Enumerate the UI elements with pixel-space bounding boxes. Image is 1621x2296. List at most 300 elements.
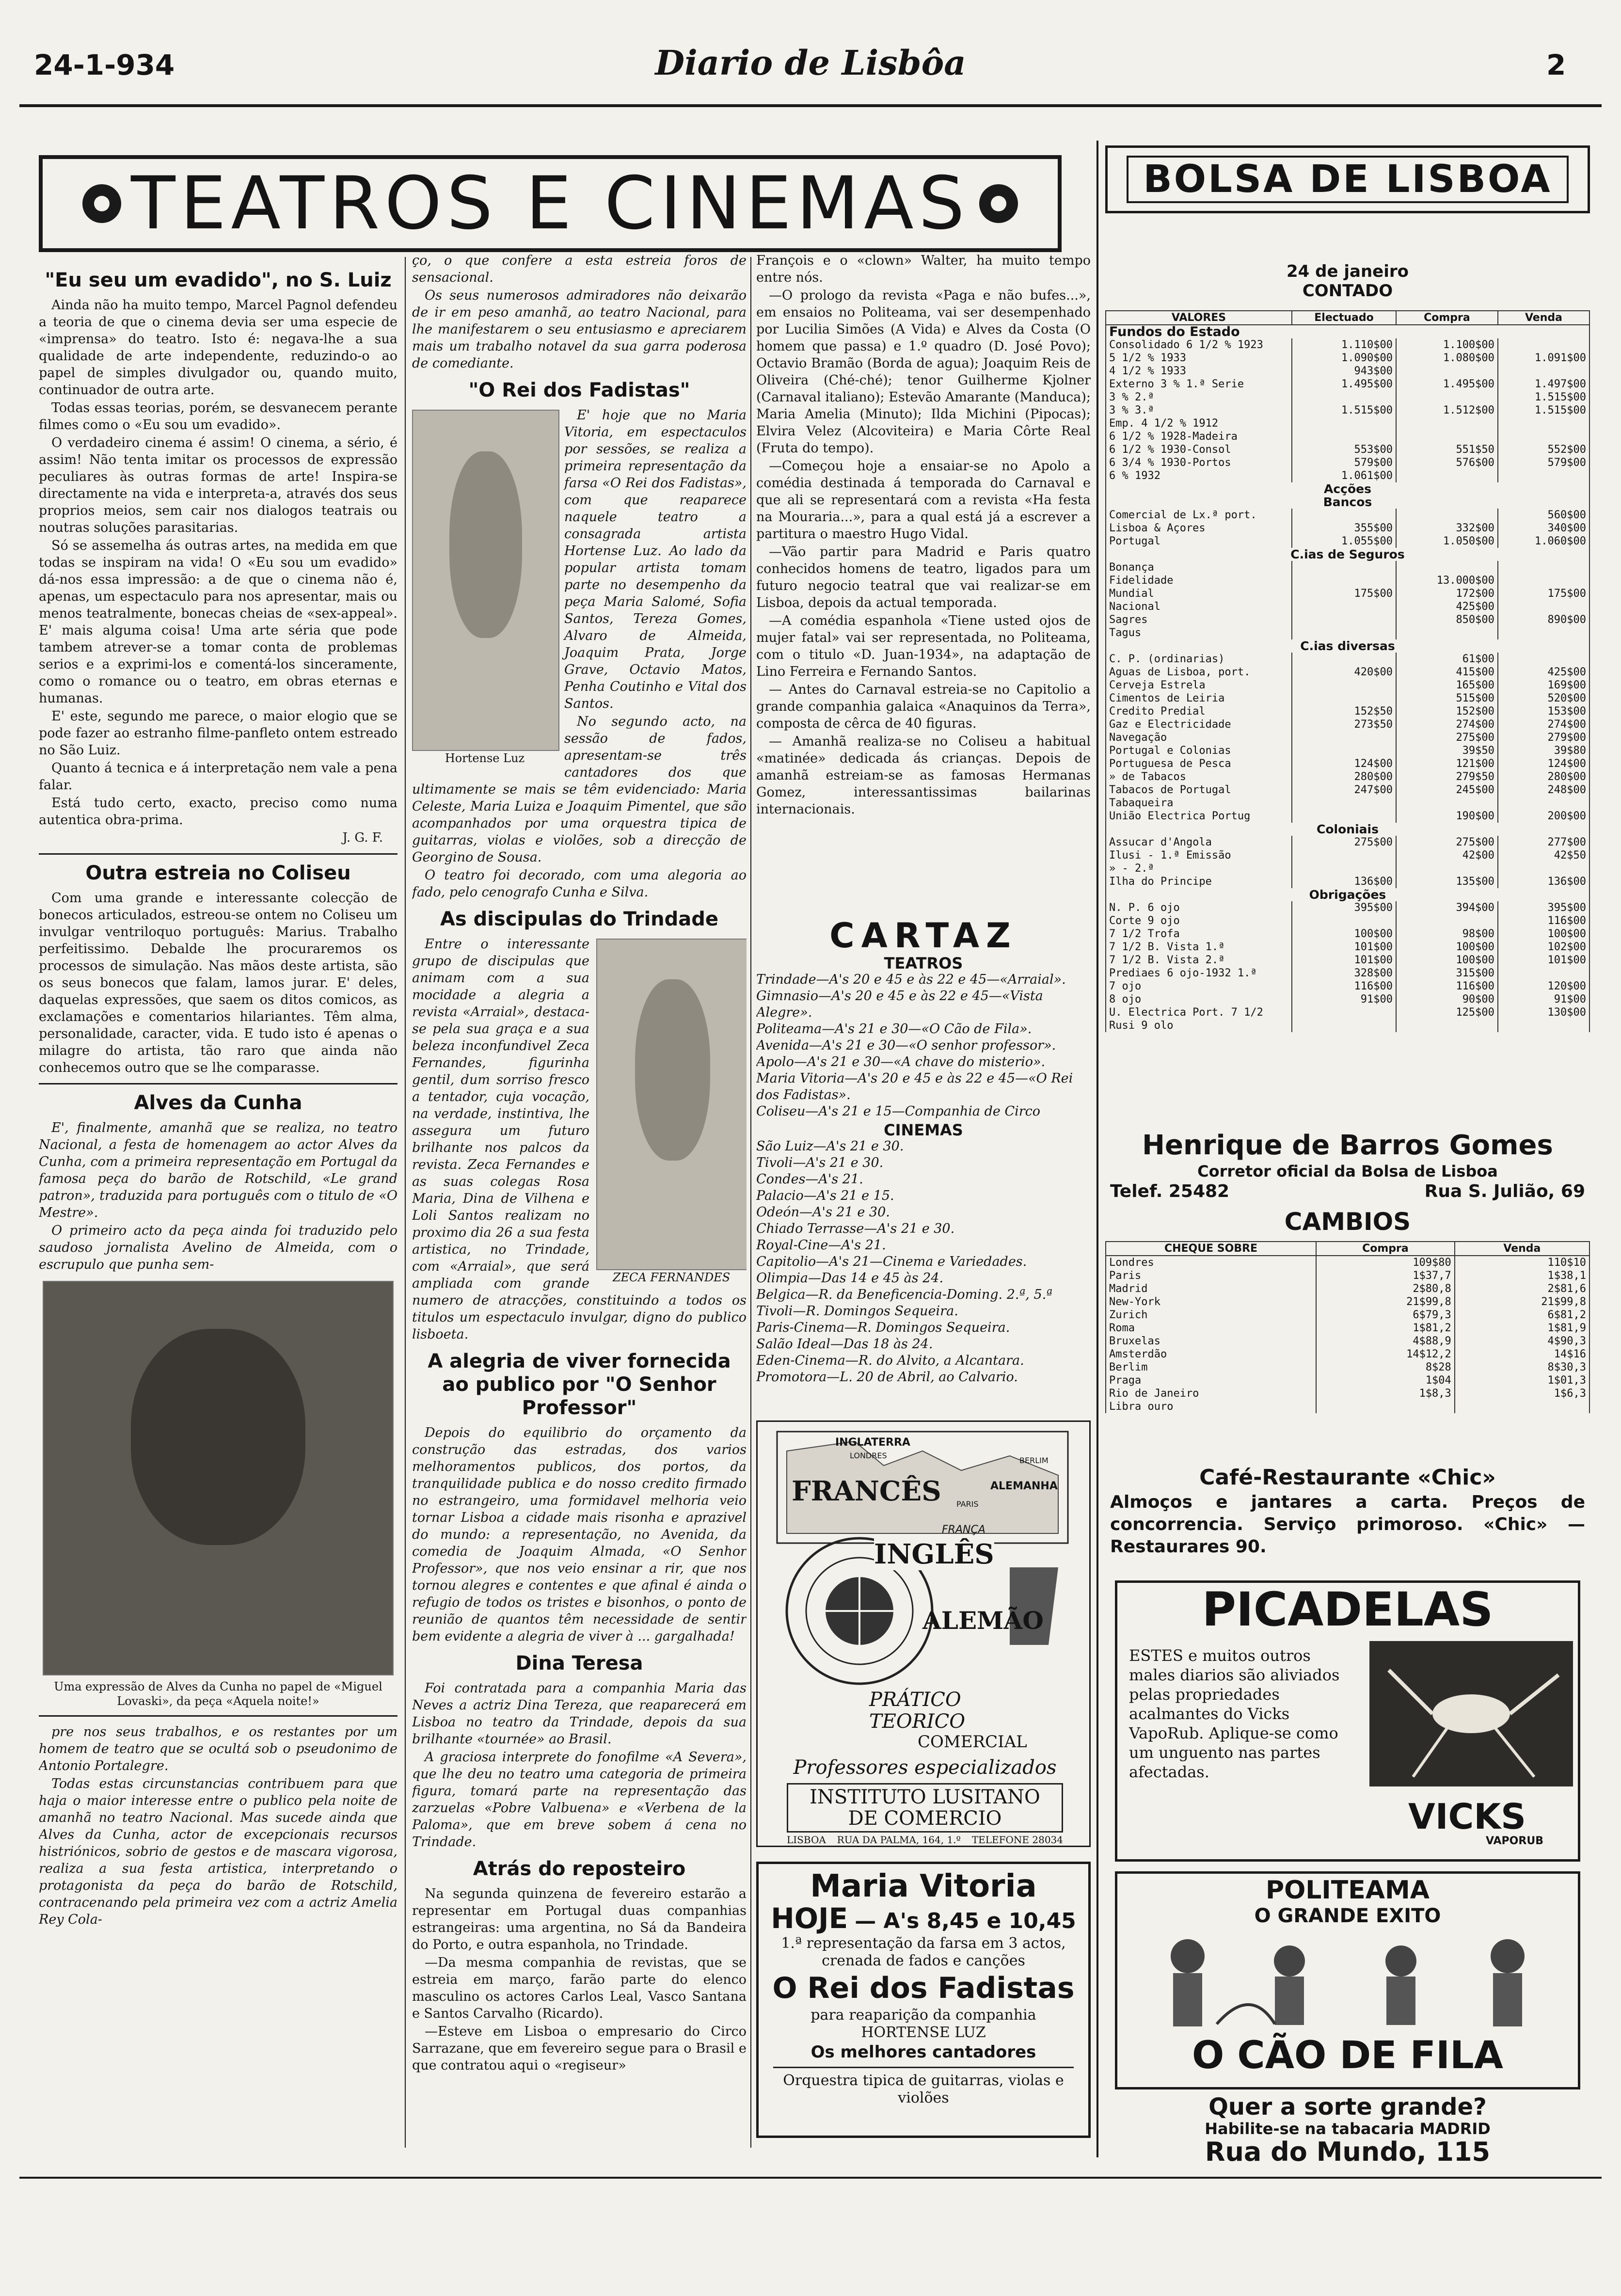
ad-showtimes-row [759,1902,1088,1935]
divider [39,1715,397,1717]
listing-line: Royal-Cine—A's 21. [756,1238,886,1253]
table-row [1106,836,1589,849]
table-row [1106,430,1589,443]
price-cell: 152$00 [1396,705,1498,718]
table-row [1106,653,1589,666]
paragraph: —Vão partir para Madrid e Paris quatro conhecidos homens de teatro, ligados para um futuro negocio teatral que vai realizar-se em Lisboa, depois da actual temporada. [756,544,1091,610]
section-label: C.ias diversas [1106,639,1589,653]
politeama-subtitle: O GRANDE EXITO [1254,1905,1441,1927]
price-cell [1498,561,1589,574]
institute-address-row [787,1834,1063,1846]
price-cell: 8$28 [1316,1361,1455,1374]
price-cell [1292,509,1396,522]
listing-line: Tivoli—A's 21 e 30. [756,1155,884,1170]
institute-phone: TELEFONE 28034 [971,1834,1063,1846]
price-cell [1292,914,1396,927]
row-label: Assucar d'Angola [1106,836,1292,849]
price-cell: 275$00 [1292,836,1396,849]
section-bancos [1106,495,1589,509]
row-label: 5 1/2 % 1933 [1106,351,1292,365]
table-row [1106,574,1589,587]
paragraph: — Antes do Carnaval estreia-se no Capitolio a grande companhia galaica «Anaquinos da Terra», composta de cêrca de 40 figuras. [756,682,1091,731]
broker-name: Henrique de Barros Gomes [1142,1130,1553,1161]
listing-line: Trindade—A's 20 e 45 e às 22 e 45—«Arraial». [756,972,1066,987]
paragraph: —A comédia espanhola «Tiene usted ojos de mujer fatal» vai ser representada, no Politeama, com o titulo «D. Juan-1934», na adaptação de Lino Ferreira e Fernando Santos. [756,613,1091,679]
headline-dina-teresa: Dina Teresa [515,1652,643,1674]
row-label: Cerveja Estrela [1106,679,1292,692]
table-row [1106,914,1589,927]
price-cell: 890$00 [1498,613,1589,626]
row-label: Ilusi - 1.ª Emissão [1106,849,1292,862]
price-cell: 169$00 [1498,679,1589,692]
price-cell [1292,653,1396,666]
vaporub-label: VAPORUB [1486,1835,1543,1847]
picadelas-title: PICADELAS [1202,1582,1494,1637]
price-cell [1396,626,1498,639]
price-cell: 425$00 [1396,600,1498,613]
price-cell: 395$00 [1498,901,1589,914]
price-cell: 200$00 [1498,810,1589,823]
lang-alemao: ALEMÃO [922,1606,1044,1635]
price-cell [1292,561,1396,574]
price-cell: 120$00 [1498,980,1589,993]
paragraph: No segundo acto, na sessão de fados, apresentam-se três cantadores dos que ultimamente se mais se têm evidenciado: Maria Celeste, Maria Luiza e Joaquim Pimentel, que são acompanhados por uma orquestra tipica de guitarras, violas e violões, sob a direcção de Georgino de Sousa. [412,714,747,865]
table-row [1106,1322,1589,1335]
price-cell: 42$50 [1498,849,1589,862]
cinemas-list [756,1138,1091,1386]
price-cell: 552$00 [1498,443,1589,456]
price-cell: 135$00 [1396,875,1498,888]
price-cell [1292,849,1396,862]
headline-coliseu: Outra estreia no Coliseu [85,862,351,884]
price-cell: 425$00 [1498,666,1589,679]
institute-name: INSTITUTO LUSITANO [810,1786,1040,1808]
lottery-ad [1105,2094,1590,2166]
bolsa-banner [1105,145,1590,213]
ad-line: Os melhores cantadores [810,2042,1036,2062]
price-cell: 328$00 [1292,967,1396,980]
issue-date: 24-1-934 [34,48,175,81]
ad-politeama [1115,1871,1580,2089]
price-cell: 1.060$00 [1498,535,1589,548]
listing-line: Olimpia—Das 14 e 45 às 24. [756,1271,944,1286]
ad-line: PRÁTICO [869,1689,961,1711]
price-cell [1396,430,1498,443]
section-title: TEATROS E CINEMAS [131,161,969,246]
header-cell: Compra [1396,311,1498,325]
listing-line: Promotora—L. 20 de Abril, ao Calvario. [756,1370,1018,1385]
photo-hortense-luz [412,410,559,751]
row-label: 7 1/2 B. Vista 1.ª [1106,941,1292,954]
politeama-show: O CÃO DE FILA [1192,2034,1504,2077]
table-row [1106,1282,1589,1295]
row-label: 7 ojo [1106,980,1292,993]
price-cell: 1.512$00 [1396,404,1498,417]
header-cell: Venda [1498,311,1589,325]
row-label: Portuguesa de Pesca [1106,757,1292,770]
teatros-title: TEATROS [884,954,963,973]
price-cell: 1.497$00 [1498,378,1589,391]
price-cell: 116$00 [1396,980,1498,993]
price-cell [1396,509,1498,522]
row-label: Londres [1106,1256,1316,1269]
price-cell: 152$50 [1292,705,1396,718]
price-cell [1396,469,1498,482]
paragraph: Os seus numerosos admiradores não deixarão de ir em peso amanhã, ao teatro Nacional, para lhe manifestarem o seu entusiasmo e apreciarem mais um trabalho notavel da sua garra poderosa de comediante. [412,288,747,371]
price-cell: 579$00 [1292,456,1396,469]
price-cell: 520$00 [1498,692,1589,705]
price-cell: 110$10 [1455,1256,1589,1269]
price-cell [1292,600,1396,613]
table-row [1106,587,1589,600]
ad-line: para reaparição da companhia HORTENSE LUZ [810,2007,1036,2041]
ad-times: — A's 8,45 e 10,45 [855,1909,1076,1933]
header-cell: Compra [1316,1242,1455,1256]
price-cell [1455,1400,1589,1413]
table-row [1106,1308,1589,1322]
table-row [1106,954,1589,967]
price-cell [1498,600,1589,613]
price-cell: 340$00 [1498,522,1589,535]
bolsa-title: BOLSA DE LISBOA [1127,156,1568,203]
row-label: 7 1/2 B. Vista 2.ª [1106,954,1292,967]
paragraph: —Esteve em Lisboa o empresario do Circo Sarrazane, que em fevereiro segue para o Brasil e que contratou aqui o «regiseur» [412,2024,747,2073]
price-cell: 1.110$00 [1292,338,1396,351]
table-row [1106,522,1589,535]
price-cell [1498,417,1589,430]
headline-rei-fadistas: "O Rei dos Fadistas" [468,379,690,401]
teatros-list [756,972,1091,1120]
table-row [1106,338,1589,351]
paragraph: —O prologo da revista «Paga e não bufes...», em ensaios no Politeama, vai ser desempenhado por Lucilia Simões (A Vida) e Alves da Costa (O homem que passa) e 1.º quadro (D. José Povo); Octavio Bramão (Borda de agua); Joaquim Reis de Oliveira (Ché-ché); tenor Guilherme Kjolner (Carnaval italiano); Estevão Amarante (Manduca); Maria Amelia (Minuto); Ilda Michini (Pipocas); Elvira Velez (Alcoviteira) e Maria Côrte Real (Fruta do tempo). [756,288,1091,456]
price-cell: 109$80 [1316,1256,1455,1269]
table-row [1106,1361,1589,1374]
ad-line: Orquestra tipica de guitarras, violas e violões [783,2072,1064,2106]
price-cell: 91$00 [1292,993,1396,1006]
table-row [1106,1335,1589,1348]
row-label: Tabaqueira [1106,797,1292,810]
price-cell [1498,338,1589,351]
photo-block-hortense [412,410,557,765]
listing-line: Palacio—A's 21 e 15. [756,1188,894,1203]
row-label: 7 1/2 Trofa [1106,927,1292,941]
price-cell: 39$80 [1498,744,1589,757]
paragraph: pre nos seus trabalhos, e os restantes por um homem de teatro que se ocultá sob o pseudonimo de Antonio Portalegre. [39,1724,397,1773]
page-number: 2 [1546,48,1566,81]
cartaz-title: CARTAZ [829,916,1017,956]
table-row [1106,797,1589,810]
row-label: Rusi 9 olo [1106,1019,1292,1032]
price-cell: 1.091$00 [1498,351,1589,365]
price-cell [1292,417,1396,430]
price-cell: 274$00 [1396,718,1498,731]
table-row [1106,404,1589,417]
ad-hoje: HOJE [771,1902,848,1935]
price-cell [1292,679,1396,692]
listing-line: Coliseu—A's 21 e 15—Companhia de Circo [756,1104,1041,1119]
column-2 [412,252,747,2152]
row-label: Bonança [1106,561,1292,574]
politeama-illustration [1129,1927,1566,2034]
broker-contact-row [1105,1181,1590,1202]
header-rule [19,104,1602,107]
row-label: 3 % 2.ª [1106,391,1292,404]
row-label: 3 % 3.ª [1106,404,1292,417]
price-cell: 130$00 [1498,1006,1589,1019]
row-label: » de Tabacos [1106,770,1292,783]
row-label: 6 1/2 % 1930-Consol [1106,443,1292,456]
row-label: Praga [1106,1374,1316,1387]
country-label: FRANÇA [942,1524,985,1536]
price-cell: 121$00 [1396,757,1498,770]
price-cell [1396,561,1498,574]
price-cell: 247$00 [1292,783,1396,797]
row-label: Emp. 4 1/2 % 1912 [1106,417,1292,430]
row-label: Amsterdão [1106,1348,1316,1361]
price-cell: 39$50 [1396,744,1498,757]
price-cell: 100$00 [1396,954,1498,967]
paragraph: Entre o interessante grupo de discipulas que animam com a sua mocidade a alegria a revista «Arraial», destaca-se pela sua graça e a sua beleza inconfundivel Zeca Fernandes, figurinha gentil, dum sorriso fresco a tentador, cuja vocação, na verdade, instintiva, lhe assegura um futuro brilhante nos palcos da revista. Zeca Fernandes e as suas colegas Rosa Maria, Dina de Vilhena e Loli Santos realizam no proximo dia 26 a sua festa artistica, no Trindade, com «Arraial», que será ampliada com grande numero de atracções, constituindo a todos os titulos um espectaculo invulgar, digno do publico lisboeta. [412,937,747,1342]
price-cell: 190$00 [1396,810,1498,823]
lang-ingles: INGLÊS [874,1538,994,1570]
row-label: C. P. (ordinarias) [1106,653,1292,666]
price-cell [1396,417,1498,430]
price-cell [1498,469,1589,482]
paragraph: — Amanhã realiza-se no Coliseu a habitual «matinée» dedicada ás crianças. Depois de amanhã estreiam-se as famosas Hermanas Gomez, interessantissimas bailarinas internacionais. [756,734,1091,817]
price-cell [1292,692,1396,705]
city-label: LONDRES [850,1451,887,1460]
paragraph: Quanto á tecnica e á interpretação nem vale a pena falar. [39,761,397,793]
row-label: U. Electrica Port. 7 1/2 [1106,1006,1292,1019]
row-label: Rio de Janeiro [1106,1387,1316,1400]
price-cell: 124$00 [1498,757,1589,770]
price-cell [1292,430,1396,443]
table-row [1106,600,1589,613]
price-cell: 394$00 [1396,901,1498,914]
price-cell: 1$8,3 [1316,1387,1455,1400]
price-cell [1498,365,1589,378]
section-seguros [1106,548,1589,561]
row-label: Roma [1106,1322,1316,1335]
table-row [1106,744,1589,757]
paragraph: Foi contratada para a companhia Maria das Neves a actriz Dina Tereza, que reaparecerá em Lisboa no teatro da Trindade, depois da sua brilhante «tournée» ao Brasil. [412,1681,747,1747]
listing-line: Gimnasio—A's 20 e 45 e às 22 e 45—«Vista Alegre». [756,989,1043,1020]
row-label: Berlim [1106,1361,1316,1374]
listing-line: Politeama—A's 21 e 30—«O Cão de Fila». [756,1021,1032,1036]
row-label: Sagres [1106,613,1292,626]
circle-ornament-icon [82,184,121,223]
headline-alegria: A alegria de viver fornecida ao publico por "O Senhor Professor" [428,1350,731,1419]
listing-line: Capitolio—A's 21—Cinema e Variedades. [756,1254,1027,1269]
paragraph: O primeiro acto da peça ainda foi traduzido pelo saudoso jornalista Avelino de Almeida, com o escrupulo que punha sem- [39,1223,397,1272]
paragraph: E', finalmente, amanhã que se realiza, no teatro Nacional, a festa de homenagem ao actor Alves da Cunha, com a primeira representação em Portugal da famosa peça do barão de Rotschild, «Le grand patron», traduzida para português com o titulo de «O Mestre». [39,1120,397,1220]
table-row [1106,1348,1589,1361]
paragraph: O verdadeiro cinema é assim! O cinema, a sério, é assim! Não tenta imitar os processos de expressão peculiares às outras formas de arte! Inspira-se directamente na vida e interpreta-a, através dos seus proprios meios, sem cair nos dialogos teatrais ou noutras soluções parasitarias. [39,435,397,535]
price-cell: 1$37,7 [1316,1269,1455,1282]
price-cell: 273$50 [1292,718,1396,731]
price-cell [1396,862,1498,875]
paragraph: Ainda não ha muito tempo, Marcel Pagnol defendeu a teoria de que o cinema devia ser uma especie de «imprensa» do teatro. Isto é: negava-lhe a sua qualidade de arte independente, reduzindo-o ao papel de simples divulgador ou, quando muito, continuador de outra arte. [39,298,397,398]
section-fundos [1106,325,1589,338]
column-3-text [756,252,1091,907]
row-label: União Electrica Portug [1106,810,1292,823]
price-cell [1292,862,1396,875]
price-cell [1292,744,1396,757]
row-label: Aguas de Lisboa, port. [1106,666,1292,679]
listing-line: Apolo—A's 21 e 30—«A chave do misterio». [756,1054,1046,1069]
price-cell [1292,1006,1396,1019]
price-cell: 1$04 [1316,1374,1455,1387]
table-row [1106,561,1589,574]
photo-caption: Hortense Luz [445,751,525,765]
table-row [1106,1374,1589,1387]
headline-evadido: "Eu seu um evadido", no S. Luiz [45,269,392,291]
price-cell: 553$00 [1292,443,1396,456]
picadelas-text: ESTES e muitos outros males diarios são aliviados pelas propriedades acalmantes do Vicks VapoRub. Aplique-se como um unguento nas partes afectadas. [1129,1646,1340,1781]
price-cell: 274$00 [1498,718,1589,731]
row-label: 6 1/2 % 1928-Madeira [1106,430,1292,443]
table-row [1106,365,1589,378]
paragraph: —Começou hoje a ensaiar-se no Apolo a comédia destinada á temporada do Carnaval e que ali se representará com a revista «Ha festa na Mouraria...», para a qual está já a escrever a partitura o maestro Hugo Vidal. [756,459,1091,542]
ad-line: Professores especializados [793,1756,1057,1779]
price-cell: 415$00 [1396,666,1498,679]
price-cell: 101$00 [1292,954,1396,967]
row-label: Consolidado 6 1/2 % 1923 [1106,338,1292,351]
price-cell: 280$00 [1498,770,1589,783]
divider [39,853,397,855]
lottery-line: Habilite-se na tabacaria MADRID [1205,2120,1491,2138]
price-cell: 1.061$00 [1292,469,1396,482]
price-cell: 280$00 [1292,770,1396,783]
price-cell: 175$00 [1498,587,1589,600]
row-label: Credito Predial [1106,705,1292,718]
price-cell: 515$00 [1396,692,1498,705]
row-label: Gaz e Electricidade [1106,718,1292,731]
paragraph: E' hoje que no Maria Vitoria, em espectaculos por sessões, se realiza a primeira representação da farsa «O Rei dos Fadistas», com que reaparece naquele teatro a consagrada artista Hortense Luz. Ao lado da popular artista tomam parte no desempenho da peça Maria Salomé, Sofia Santos, Tereza Gomes, Alvaro de Almeida, Joaquim Prata, Jorge Grave, Octavio Matos, Penha Coutinho e Vital dos Santos. [564,408,747,711]
price-cell: 850$00 [1396,613,1498,626]
row-label: N. P. 6 ojo [1106,901,1292,914]
price-cell: 1.100$00 [1396,338,1498,351]
price-cell: 6$81,2 [1455,1308,1589,1322]
price-cell [1316,1400,1455,1413]
institute-city: LISBOA [787,1834,826,1846]
table-row [1106,351,1589,365]
price-cell: 172$00 [1396,587,1498,600]
section-label: Obrigações [1106,888,1589,901]
section-accoes [1106,482,1589,495]
broker-address: Rua S. Julião, 69 [1424,1181,1585,1201]
price-cell: 279$00 [1498,731,1589,744]
row-label: 8 ojo [1106,993,1292,1006]
price-cell: 275$00 [1396,731,1498,744]
broker-title: Corretor oficial da Bolsa de Lisboa [1197,1162,1498,1180]
author-signature: J. G. F. [342,830,383,845]
table-row [1106,875,1589,888]
price-cell: 1.515$00 [1498,391,1589,404]
table-row [1106,378,1589,391]
table-row [1106,456,1589,469]
price-cell: 100$00 [1292,927,1396,941]
table-row [1106,1400,1589,1413]
ad-instituto-lusitano [756,1420,1091,1847]
country-label: ALEMANHA [990,1480,1058,1492]
section-label: C.ias de Seguros [1106,548,1589,561]
price-cell: 551$50 [1396,443,1498,456]
price-cell: 101$00 [1292,941,1396,954]
price-cell: 21$99,8 [1455,1295,1589,1308]
price-cell: 355$00 [1292,522,1396,535]
table-row [1106,705,1589,718]
lottery-line: Rua do Mundo, 115 [1205,2137,1491,2167]
photo-caption: Uma expressão de Alves da Cunha no papel de «Miguel Lovaski», da peça «Aquela noite!» [54,1680,382,1708]
price-cell: 136$00 [1498,875,1589,888]
price-cell: 1.495$00 [1292,378,1396,391]
table-row [1106,810,1589,823]
price-cell: 420$00 [1292,666,1396,679]
cambios-table [1105,1241,1590,1413]
row-label: Cimentos de Leiria [1106,692,1292,705]
listing-line: São Luiz—A's 21 e 30. [756,1139,904,1154]
table-row [1106,692,1589,705]
table-row [1106,509,1589,522]
bolsa-date: 24 de janeiro [1286,262,1409,281]
price-cell: 576$00 [1396,456,1498,469]
broker-phone: Telef. 25482 [1110,1181,1230,1201]
table-row [1106,469,1589,482]
section-label: Bancos [1106,495,1589,509]
paragraph: Todas estas circunstancias contribuem para que haja o maior interesse entre o publico pela noite de amanhã no teatro Nacional. Mas sucede ainda que Alves da Cunha, actor de excepcionais recursos histriónicos, sobrio de gestos e de mascara vigorosa, realiza a sua festa artistica, interpretando o protagonista da peça do barão de Rotschild, contracenando pela primeira vez com a actriz Amelia Rey Cola- [39,1776,397,1927]
column-rule [405,257,406,2148]
price-cell [1498,574,1589,587]
section-banner [39,155,1062,252]
country-label: INGLATERRA [835,1436,910,1449]
listing-line: Belgica—R. da Beneficencia-Doming. 2.ª, 5.ª [756,1287,1053,1302]
paragraph: O teatro foi decorado, com uma alegoria ao fado, pelo cenografo Cunha e Silva. [412,868,747,900]
row-label: 6 % 1932 [1106,469,1292,482]
header-cell: Electuado [1292,311,1396,325]
cambios-title: CAMBIOS [1284,1208,1411,1236]
paragraph: Só se assemelha ás outras artes, na medida em que todas se inspiram na vida! O «Eu sou um evadido» dá-nos essa impressão: a de que o cinema não é, apenas, um espectaculo para nos apresentar, mais ou menos teatralmente, bonecas cheias de «sex-appeal». E' mais alguma coisa! Uma arte séria que pode tambem atrever-se a tomar conta de problemas serios e a exprimi-los e comentá-los sinceramente, como o romance ou o teatro, em obras eternas e humanas. [39,538,397,706]
table-row [1106,391,1589,404]
price-cell [1292,810,1396,823]
ad-line: COMERCIAL [918,1732,1027,1752]
price-cell: 100$00 [1396,941,1498,954]
row-label: Madrid [1106,1282,1316,1295]
footer-rule [19,2177,1602,2179]
price-cell: 277$00 [1498,836,1589,849]
cafe-ad [1105,1464,1590,1558]
price-cell: 165$00 [1396,679,1498,692]
lang-frances: FRANCÊS [792,1475,941,1507]
section-label: Fundos do Estado [1106,325,1589,338]
listing-line: Maria Vitoria—A's 20 e 45 e às 22 e 45—«O Rei dos Fadistas». [756,1071,1073,1102]
price-cell: 101$00 [1498,954,1589,967]
table-row [1106,993,1589,1006]
cafe-text: Almoços e jantares a carta. Preços de concorrencia. Serviço primoroso. «Chic» — Restaurares 90. [1110,1492,1585,1557]
price-cell [1498,653,1589,666]
row-label: Libra ouro [1106,1400,1316,1413]
row-label: Tagus [1106,626,1292,639]
row-label: Ilha do Principe [1106,875,1292,888]
paragraph: A graciosa interprete do fonofilme «A Severa», que lhe deu no teatro uma categoria de primeira figura, tomará parte na representação das zarzuelas «Pobre Valbuena» e «Verbena de la Paloma», que em breve sobem á cena no Trindade. [412,1750,747,1850]
cambios-table-wrap [1105,1241,1590,1450]
price-cell: 102$00 [1498,941,1589,954]
price-cell: 1.055$00 [1292,535,1396,548]
price-cell: 98$00 [1396,927,1498,941]
table-row [1106,613,1589,626]
ad-maria-vitoria [756,1862,1091,2138]
price-cell: 153$00 [1498,705,1589,718]
